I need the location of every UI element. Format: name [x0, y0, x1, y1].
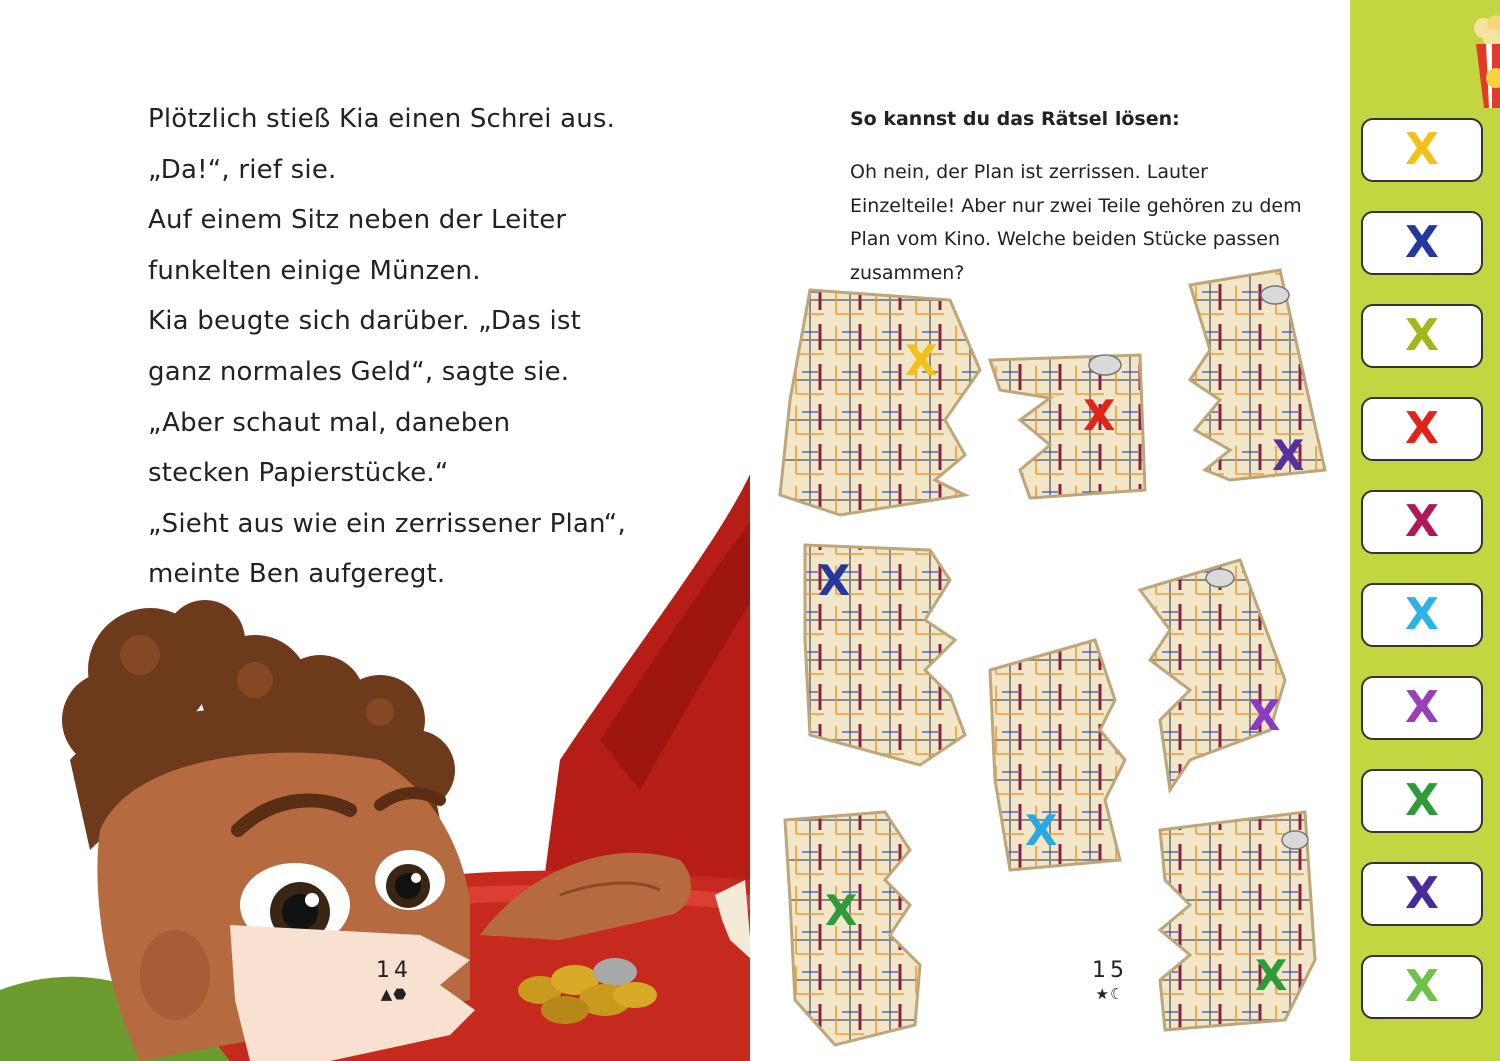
- answer-box[interactable]: [1361, 583, 1483, 647]
- story-line: Plötzlich stieß Kia einen Schrei aus.: [148, 104, 616, 134]
- x-mark: X: [825, 886, 858, 935]
- map-piece-with-cloud: [1190, 270, 1325, 480]
- story-line: „Sieht aus wie ein zerrissener Plan“,: [148, 508, 626, 539]
- answer-box[interactable]: [1361, 118, 1483, 182]
- answer-box[interactable]: [1361, 211, 1483, 275]
- story-line: funkelten einige Münzen.: [148, 255, 481, 286]
- map-pieces: [750, 0, 1350, 1061]
- answer-x-mark: X: [1405, 124, 1439, 175]
- answer-box[interactable]: [1361, 397, 1483, 461]
- page-number: 15: [1092, 958, 1128, 983]
- answer-x-mark: X: [1405, 217, 1439, 268]
- map-piece-with-cloud: [1160, 812, 1315, 1030]
- answer-box[interactable]: [1361, 862, 1483, 926]
- answer-box[interactable]: [1361, 769, 1483, 833]
- answer-box[interactable]: [1361, 676, 1483, 740]
- map-piece-with-cloud: [1140, 560, 1285, 790]
- x-mark: X: [818, 556, 851, 605]
- x-mark: X: [1248, 691, 1281, 740]
- answer-x-mark: X: [1405, 403, 1439, 454]
- puzzle-instructions: Oh nein, der Plan ist zerrissen. Lauter Einzelteile! Aber nur zwei Teile gehören zu dem Plan vom Kino. Welche beiden Stücke passen zusammen?: [850, 161, 1302, 284]
- answer-box[interactable]: [1361, 490, 1483, 554]
- map-piece: [785, 812, 920, 1045]
- story-line: Kia beugte sich darüber. „Das ist: [148, 306, 582, 337]
- answer-list: [1361, 118, 1483, 1048]
- answer-x-mark: X: [1405, 310, 1439, 361]
- answer-x-mark: X: [1405, 589, 1439, 640]
- map-piece: [990, 640, 1125, 870]
- page-symbols: ★☾: [1095, 985, 1125, 1003]
- popcorn-icon: [1462, 4, 1500, 108]
- story-line: meinte Ben aufgeregt.: [148, 559, 446, 590]
- answer-x-mark: X: [1405, 682, 1439, 733]
- right-page: [750, 0, 1350, 1061]
- page-number: 14: [376, 958, 412, 983]
- answer-box[interactable]: [1361, 304, 1483, 368]
- story-line: ganz normales Geld“, sagte sie.: [148, 356, 570, 387]
- answer-x-mark: X: [1405, 775, 1439, 826]
- story-line: Auf einem Sitz neben der Leiter: [148, 205, 567, 236]
- x-mark: X: [1083, 391, 1116, 440]
- answer-sidebar: [1350, 0, 1500, 1061]
- puzzle-title: So kannst du das Rätsel lösen:: [850, 108, 1180, 130]
- x-mark: X: [1272, 431, 1305, 480]
- answer-x-mark: X: [1405, 868, 1439, 919]
- map-piece: [805, 545, 965, 765]
- story-line: „Da!“, rief sie.: [148, 154, 337, 185]
- map-piece-with-cloud: [990, 355, 1145, 498]
- answer-box[interactable]: [1361, 955, 1483, 1019]
- page-number-left: [364, 958, 424, 1003]
- map-piece: [780, 290, 980, 515]
- x-mark: X: [1255, 951, 1288, 1000]
- answer-x-mark: X: [1405, 496, 1439, 547]
- answer-x-mark: X: [1405, 961, 1439, 1012]
- page-symbols: ▲⬣: [380, 985, 408, 1003]
- story-line: stecken Papierstücke.“: [148, 458, 449, 489]
- page-number-right: [1080, 958, 1140, 1003]
- story-line: „Aber schaut mal, daneben: [148, 407, 511, 438]
- x-mark: X: [1025, 806, 1058, 855]
- x-mark: X: [905, 336, 938, 385]
